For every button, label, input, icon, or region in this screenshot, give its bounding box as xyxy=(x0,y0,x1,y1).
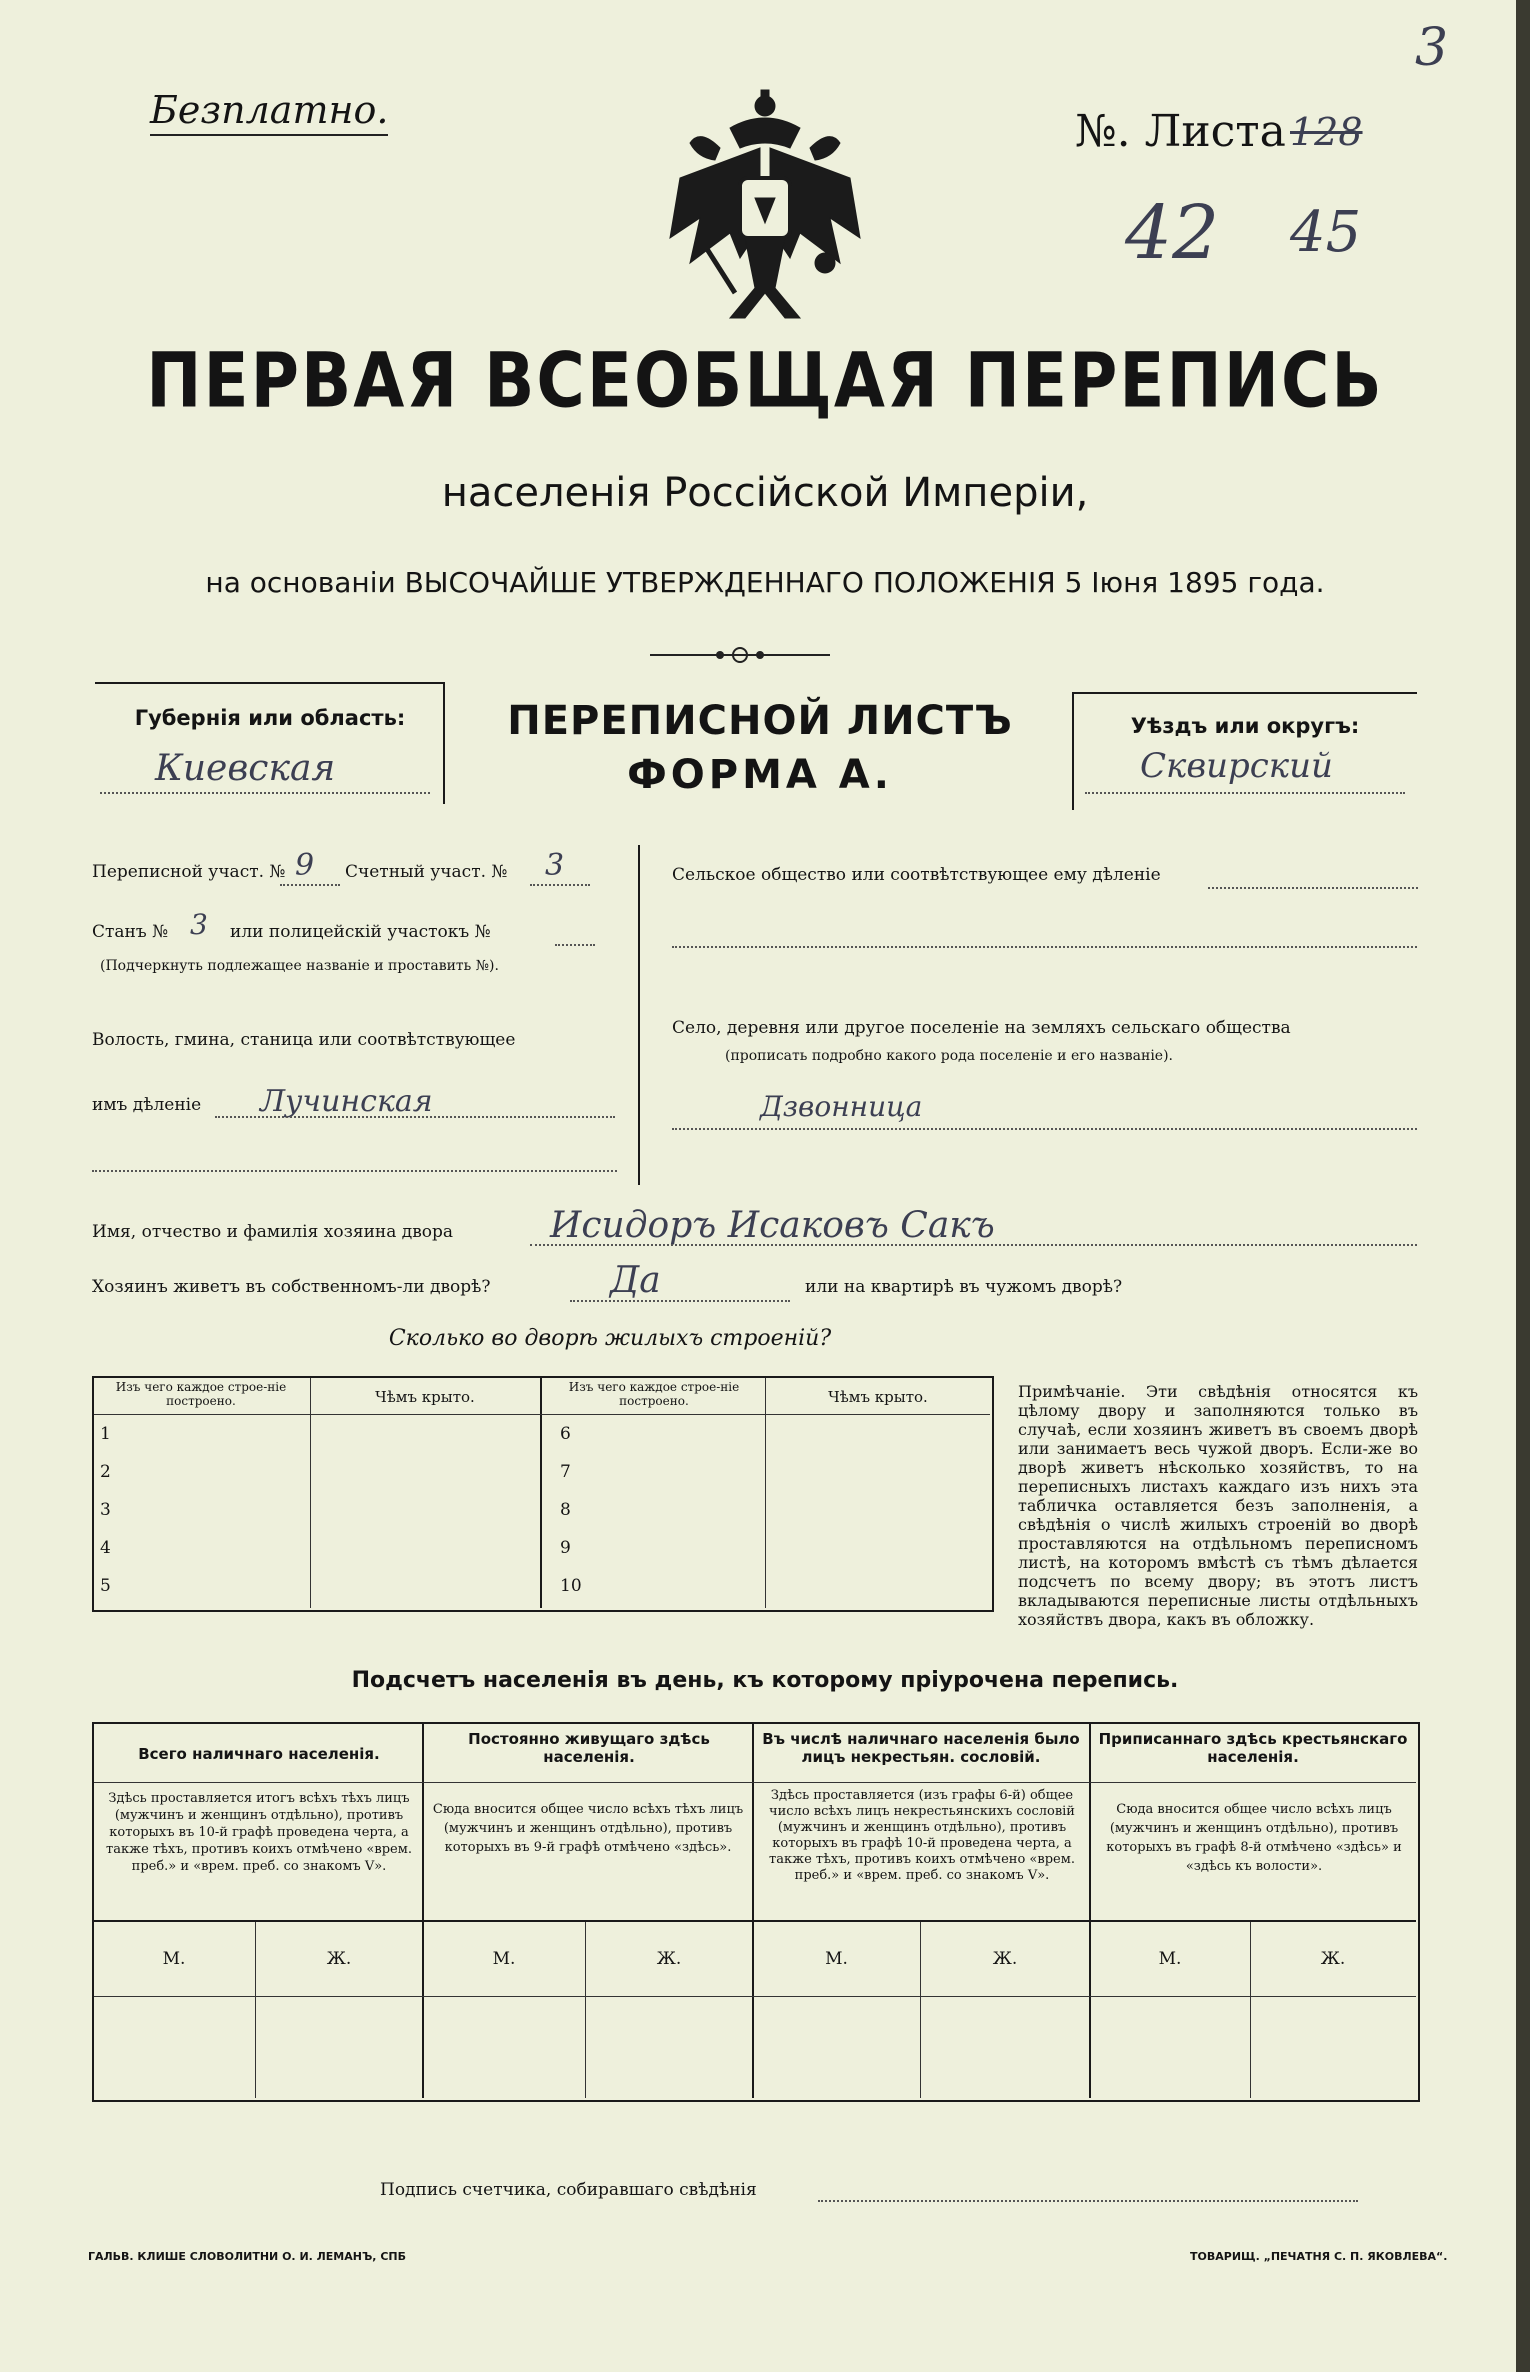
pop-desc-3: Здѣсь проставляется (изъ графы 6-й) общее число всѣхъ лицъ некрестьянскихъ сословій (мужчинъ и женщинъ отдѣльно), противъ которыхъ въ графѣ 10-й проведена черта, а также тѣхъ, противъ коихъ отмѣчено «врем. преб.» и «врем. преб. со знакомъ V». xyxy=(769,1788,1075,1883)
province-label: Губернія или область: xyxy=(134,706,406,730)
own-yard-label: Хозяинъ живетъ въ собственномъ-ли дворѣ? xyxy=(92,1277,491,1297)
census-area-value: 9 xyxy=(295,848,315,883)
row-num: 9 xyxy=(560,1538,571,1558)
footer-left: ГАЛЬВ. КЛИШЕ СЛОВОЛИТНИ О. И. ЛЕМАНЪ, СПБ xyxy=(88,2250,406,2263)
police-label: или полицейскій участокъ № xyxy=(230,922,491,942)
imperial-eagle-icon xyxy=(660,88,870,328)
rented-label: или на квартирѣ въ чужомъ дворѣ? xyxy=(805,1277,1123,1297)
division-label: имъ дѣленіе xyxy=(92,1095,202,1115)
row-num: 8 xyxy=(560,1500,571,1520)
pop-female-2: Ж. xyxy=(656,1949,682,1969)
village-label: Село, деревня или другое поселеніе на земляхъ сельскаго общества xyxy=(672,1018,1291,1038)
count-area-label: Счетный участ. № xyxy=(345,862,508,882)
district-label: Уѣздъ или округъ: xyxy=(1130,714,1360,738)
pop-desc-4: Сюда вносится общее число всѣхъ лицъ (мужчинъ и женщинъ отдѣльно), противъ которыхъ въ графѣ 8-й отмѣчено «здѣсь» и «здѣсь къ волости». xyxy=(1106,1802,1402,1874)
population-title: Подсчетъ населенія въ день, къ которому пріурочена перепись. xyxy=(351,1668,1179,1693)
signature-label: Подпись счетчика, собиравшаго свѣдѣнія xyxy=(380,2180,757,2200)
buildings-note: Примѣчаніе. Эти свѣдѣнія относятся къ цѣлому двору и заполняются только въ случаѣ, если хозяинъ живетъ въ своемъ дворѣ или занимаетъ весь чужой дворъ. Если-же во дворѣ живетъ нѣсколько хозяйствъ, то на переписныхъ листахъ каждаго изъ нихъ эта табличка оставляется безъ заполненія, а свѣдѣнія о числѣ жилыхъ строеній во дворѣ проставляются на отдѣльномъ переписномъ листѣ, на которомъ вмѣстѣ съ тѣмъ дѣлается подсчетъ по всему двору; въ этотъ листъ вкладываются переписные листы отдѣльныхъ хозяйствъ двора, какъ въ обложку. xyxy=(1018,1382,1418,1629)
sheet-label: №. Листа xyxy=(1075,106,1286,157)
col-roof-right: Чѣмъ крыто. xyxy=(828,1388,928,1406)
col-material-left: Изъ чего каждое строе-ніе построено. xyxy=(115,1380,287,1408)
stan-value: 3 xyxy=(190,908,208,941)
underline-note: (Подчеркнуть подлежащее названіе и проставить №). xyxy=(100,958,499,974)
pop-female-4: Ж. xyxy=(1320,1949,1346,1969)
pop-head-4: Приписаннаго здѣсь крестьянскаго населенія. xyxy=(1098,1730,1408,1766)
hand-number-2: 45 xyxy=(1290,200,1362,265)
own-yard-value: Да xyxy=(610,1260,661,1301)
form-name: ПЕРЕПИСНОЙ ЛИСТЪ xyxy=(507,698,1013,744)
hand-number-1: 42 xyxy=(1125,190,1220,276)
pop-male-1: М. xyxy=(162,1949,186,1969)
footer-right: ТОВАРИЩ. „ПЕЧАТНЯ С. П. ЯКОВЛЕВА“. xyxy=(1190,2250,1448,2263)
sheet-number-struck: 128 xyxy=(1290,110,1363,154)
pop-head-3: Въ числѣ наличнаго населенія было лицъ некрестьян. сословій. xyxy=(762,1730,1080,1766)
pop-female-3: Ж. xyxy=(992,1949,1018,1969)
pop-male-2: М. xyxy=(492,1949,516,1969)
corner-number: 3 xyxy=(1415,18,1449,78)
pop-desc-2: Сюда вносится общее число всѣхъ тѣхъ лицъ (мужчинъ и женщинъ отдѣльно), противъ которыхъ въ 9-й графѣ отмѣчено «здѣсь». xyxy=(432,1802,744,1855)
census-area-label: Переписной участ. № xyxy=(92,862,286,882)
row-num: 4 xyxy=(100,1538,111,1558)
row-num: 10 xyxy=(560,1576,582,1596)
col-material-right: Изъ чего каждое строе-ніе построено. xyxy=(568,1380,740,1408)
census-subtitle: населенія Россійской Имперіи, xyxy=(441,470,1089,516)
count-area-value: 3 xyxy=(545,848,565,883)
village-value: Дзвонница xyxy=(760,1090,923,1123)
row-num: 3 xyxy=(100,1500,111,1520)
stan-label: Станъ № xyxy=(92,922,169,942)
pop-head-2: Постоянно живущаго здѣсь населенія. xyxy=(468,1730,710,1766)
buildings-table xyxy=(92,1376,994,1612)
ornament-divider xyxy=(650,645,830,665)
row-num: 2 xyxy=(100,1462,111,1482)
free-label: Безплатно. xyxy=(150,88,388,136)
row-num: 6 xyxy=(560,1424,571,1444)
division-value: Лучинская xyxy=(260,1084,433,1119)
pop-head-1: Всего наличнаго населенія. xyxy=(138,1745,380,1763)
district-value: Сквирский xyxy=(1140,746,1333,786)
pop-female-1: Ж. xyxy=(326,1949,352,1969)
pop-desc-1: Здѣсь проставляется итогъ всѣхъ тѣхъ лицъ (мужчинъ и женщинъ отдѣльно), противъ которыхъ въ 10-й графѣ проведена черта, а также тѣхъ, противъ коихъ отмѣчено «врем. преб.» и «врем. преб. со знакомъ V». xyxy=(106,1791,412,1874)
owner-name-label: Имя, отчество и фамилія хозяина двора xyxy=(92,1222,454,1242)
census-basis: на основаніи ВЫСОЧАЙШЕ УТВЕРЖДЕННАГО ПОЛОЖЕНІЯ 5 Іюня 1895 года. xyxy=(205,566,1325,599)
society-label: Сельское общество или соотвѣтствующее ему дѣленіе xyxy=(672,865,1161,885)
pop-male-4: М. xyxy=(1158,1949,1182,1969)
row-num: 5 xyxy=(100,1576,111,1596)
owner-name-value: Исидоръ Исаковъ Сакъ xyxy=(550,1205,995,1246)
row-num: 7 xyxy=(560,1462,571,1482)
province-value: Киевская xyxy=(155,748,336,789)
form-type: ФОРМА А. xyxy=(627,752,893,798)
pop-male-3: М. xyxy=(825,1949,848,1969)
population-table xyxy=(92,1722,1420,2102)
col-roof-left: Чѣмъ крыто. xyxy=(375,1388,475,1406)
village-note: (прописать подробно какого рода поселеніе и его названіе). xyxy=(725,1048,1173,1064)
row-num: 1 xyxy=(100,1424,111,1444)
buildings-title: Сколько во дворѣ жилыхъ строеній? xyxy=(388,1326,832,1351)
volost-label: Волость, гмина, станица или соотвѣтствующее xyxy=(92,1030,516,1050)
census-title: ПЕРВАЯ ВСЕОБЩАЯ ПЕРЕПИСЬ xyxy=(146,336,1384,425)
